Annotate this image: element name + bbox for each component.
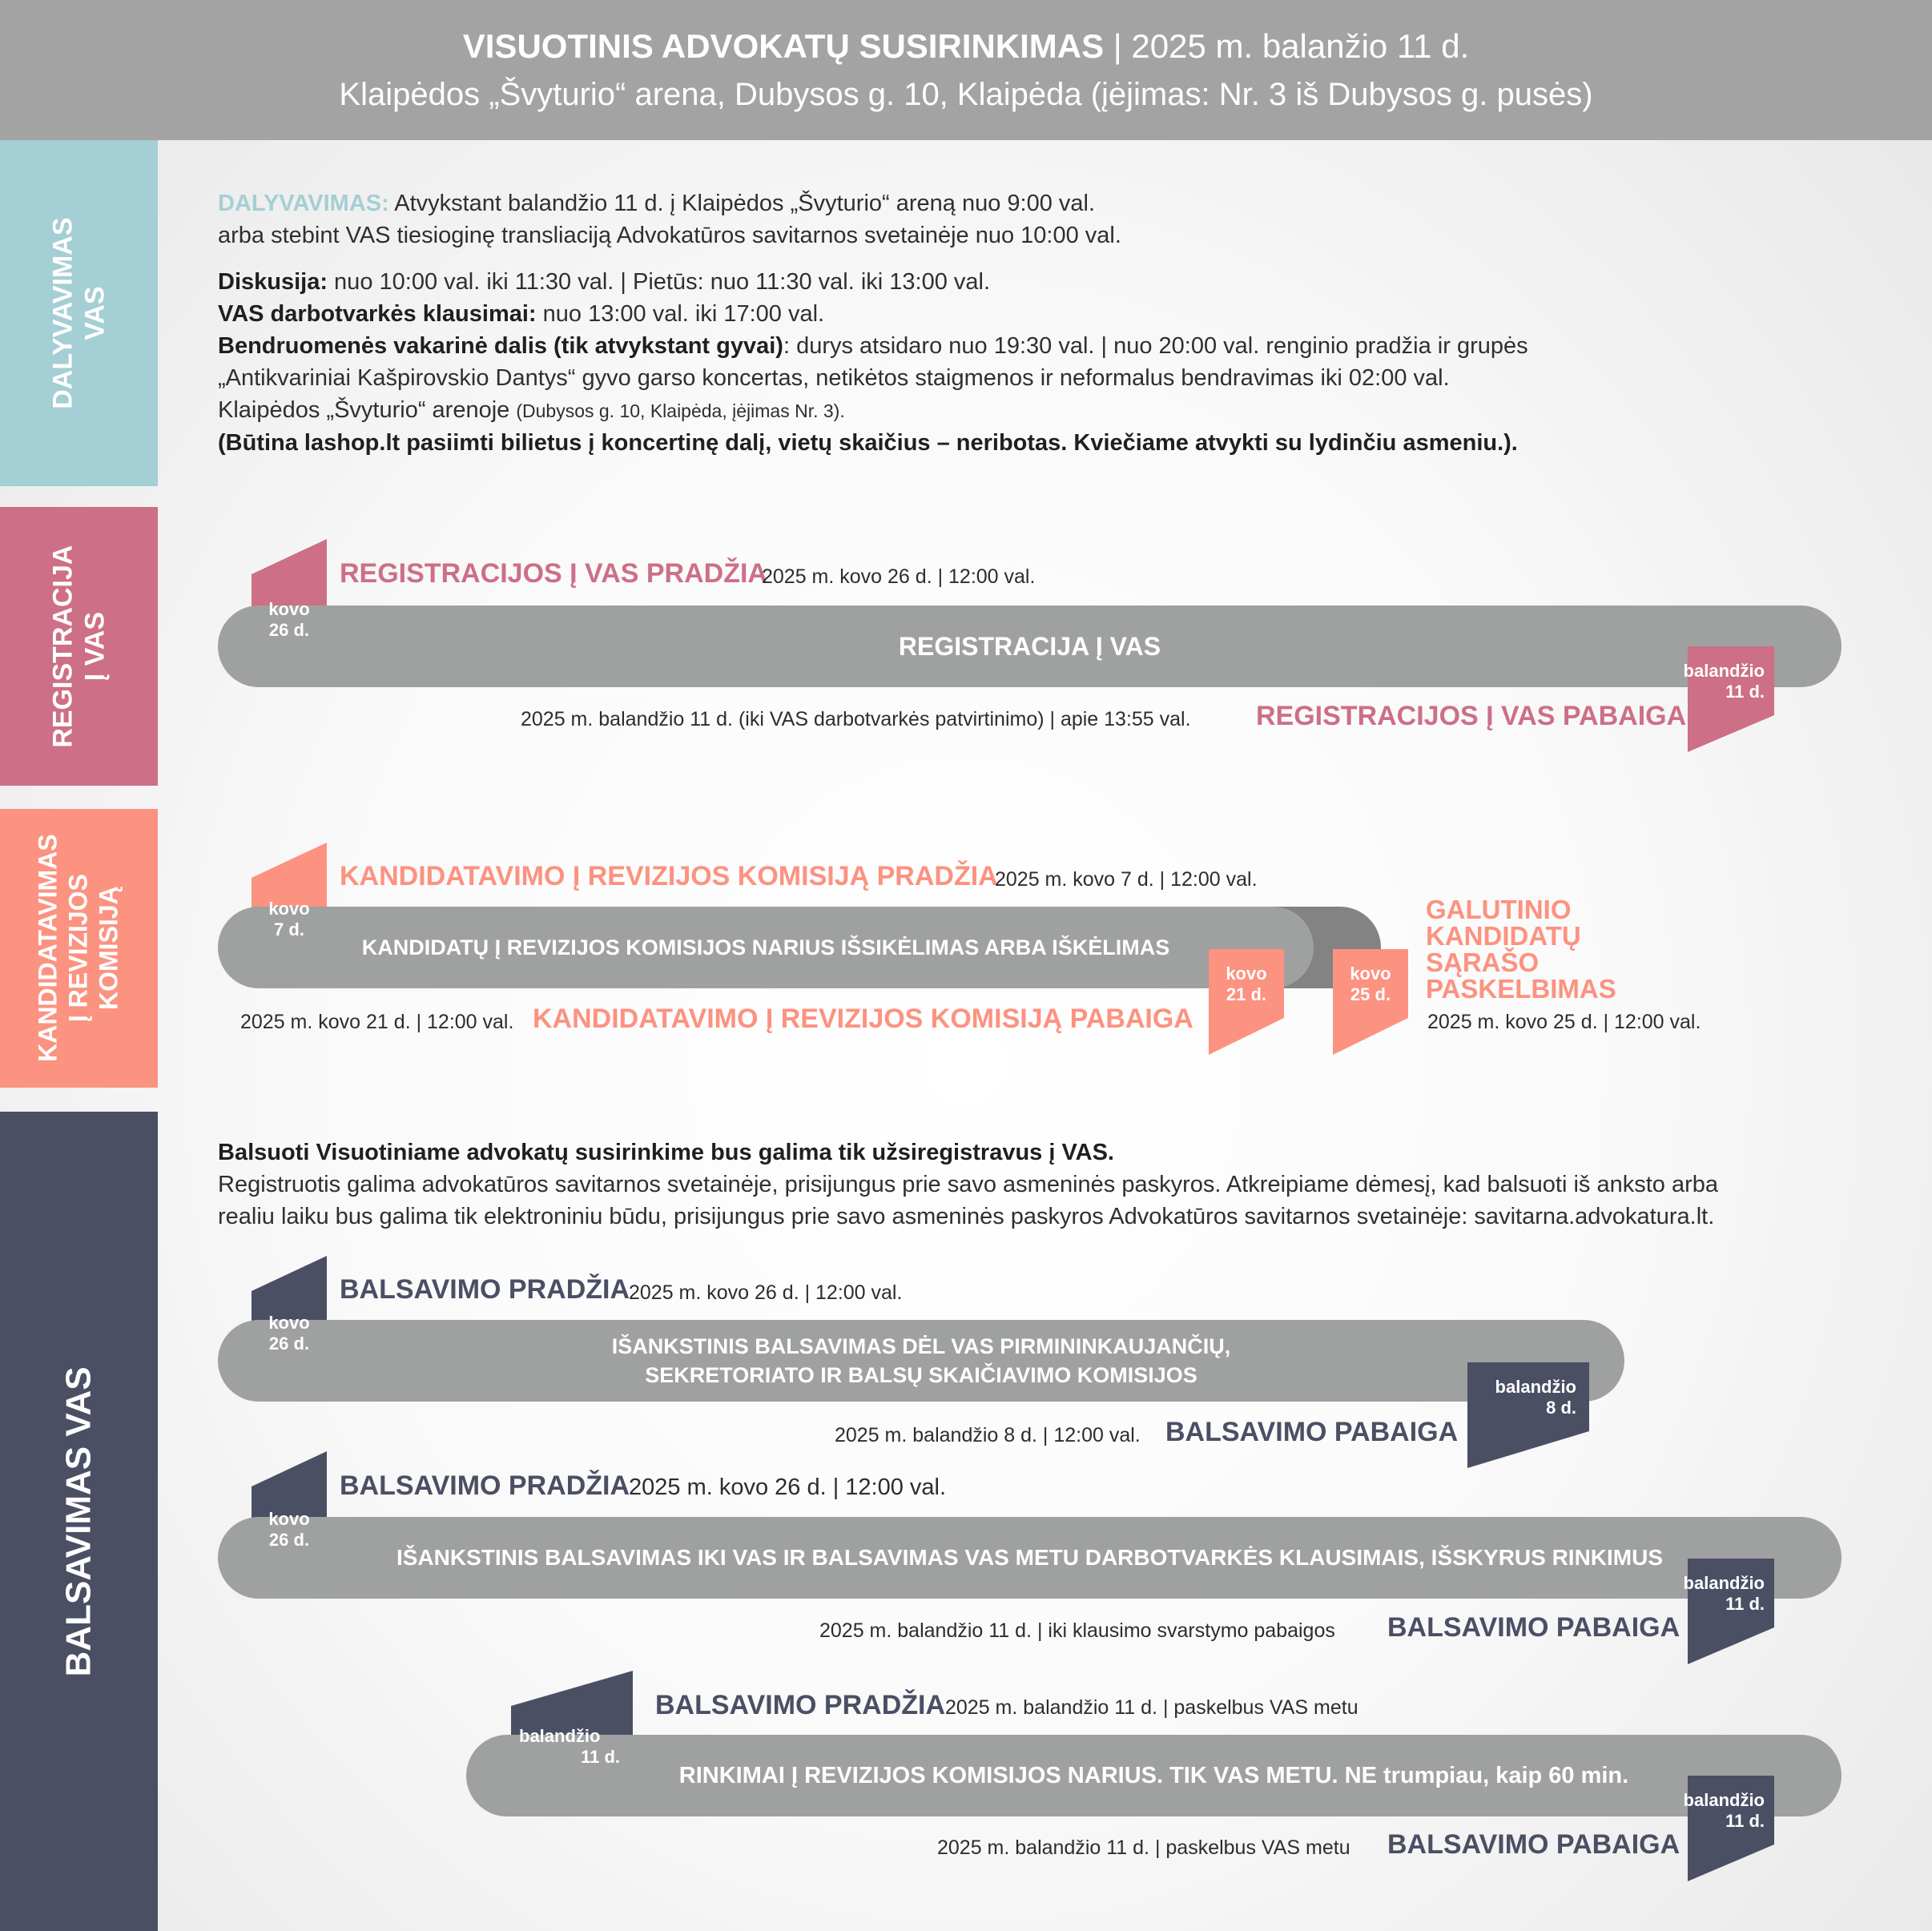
section-label-kandidatavimas: KANDIDATAVIMAS Į REVIZIJOS KOMISIJĄ (33, 834, 123, 1063)
section-tab-balsavimas (0, 1112, 158, 1931)
voting2-bar: IŠANKSTINIS BALSAVIMAS IKI VAS IR BALSAVIMAS VAS METU DARBOTVARKĖS KLAUSIMAIS, IŠSKYRUS RINKIMUS (218, 1517, 1841, 1599)
registration-start-flag-text: kovo 26 d. (268, 599, 310, 640)
candidacy-final-title: GALUTINIO KANDIDATŲ SĄRAŠO PASKELBIMAS (1426, 895, 1616, 1004)
section-tab-dalyvavimas (0, 140, 158, 486)
voting3-start-title: BALSAVIMO PRADŽIA (655, 1690, 946, 1720)
voting2-start-title: BALSAVIMO PRADŽIA (340, 1470, 630, 1501)
section-label-dalyvavimas: DALYVAVIMAS VAS (47, 217, 111, 409)
registration-start-title: REGISTRACIJOS Į VAS PRADŽIA (340, 558, 767, 589)
candidacy-bar: KANDIDATŲ Į REVIZIJOS KOMISIJOS NARIUS IŠSIKĖLIMAS ARBA IŠKĖLIMAS (218, 907, 1314, 988)
voting3-start-flag-text: balandžio 11 d. (519, 1726, 620, 1767)
candidacy-final-flag: kovo 25 d. (1333, 949, 1408, 1055)
ticket-note: (Būtina lashop.lt pasiimti bilietus į koncertinę dalį, vietų skaičius – neribotas. Kviečiame atvykti su lydinčiu asmeniu.). (218, 430, 1518, 456)
voting3-bar: RINKIMAI Į REVIZIJOS KOMISIJOS NARIUS. TIK VAS METU. NE trumpiau, kaip 60 min. (466, 1735, 1841, 1816)
candidacy-end-flag: kovo 21 d. (1209, 949, 1284, 1055)
candidacy-final-date: 2025 m. kovo 25 d. | 12:00 val. (1427, 1011, 1701, 1033)
voting2-end-date: 2025 m. balandžio 11 d. | iki klausimo svarstymo pabaigos (819, 1619, 1335, 1642)
voting1-end-title: BALSAVIMO PABAIGA (1165, 1417, 1459, 1447)
voting2-end-flag: balandžio 11 d. (1688, 1559, 1774, 1664)
voting2-start-date: 2025 m. kovo 26 d. | 12:00 val. (629, 1474, 947, 1500)
header-banner (0, 0, 1932, 140)
candidacy-start-flag-text: kovo 7 d. (268, 899, 310, 939)
participation-block: DALYVAVIMAS: Atvykstant balandžio 11 d. į Klaipėdos „Švyturio“ areną nuo 9:00 val. arba stebint VAS tiesioginę transliaciją Advokatūros savitarnos svetainėje nuo 10:00 val. Diskusija: nuo 10:00 val. iki 11:30 val. | Pietūs: nuo 11:30 val. iki 13:00 val. VAS darbotvarkės klausimai: nuo 13:00 val. iki 17:00 val. Bendruomenės vakarinė dalis (tik atvykstant gyvai): durys atsidaro nuo 19:30 val. | nuo 20:00 val. renginio pradžia ir grupės „Antikvariniai Kašpirovskio Dantys“ gyvo garso koncertas, netikėtos staigmenos ir neformalus bendravimas iki 02:00 val. Klaipėdos „Švyturio“ arenoje (Dubysos g. 10, Klaipėda, įėjimas Nr. 3). (Būtina lashop.lt pasiimti bilietus į koncertinę dalį, vietų skaičius – neribotas. Kviečiame atvykti su lydinčiu asmeniu.). (218, 187, 1900, 459)
registration-bar: REGISTRACIJA Į VAS (218, 605, 1841, 687)
registration-end-date: 2025 m. balandžio 11 d. (iki VAS darbotvarkės patvirtinimo) | apie 13:55 val. (521, 708, 1191, 730)
voting3-start-date: 2025 m. balandžio 11 d. | paskelbus VAS metu (945, 1696, 1358, 1719)
voting1-start-flag-text: kovo 26 d. (268, 1313, 310, 1354)
registration-end-flag: balandžio 11 d. (1688, 646, 1774, 752)
voting3-end-flag: balandžio 11 d. (1688, 1776, 1774, 1881)
candidacy-end-date: 2025 m. kovo 21 d. | 12:00 val. (240, 1011, 514, 1033)
section-label-registracija: REGISTRACIJA Į VAS (47, 545, 111, 748)
voting-intro: Balsuoti Visuotiniame advokatų susirinkime bus galima tik užsiregistravus į VAS. Registruotis galima advokatūros savitarnos svetainėje, prisijungus prie savo asmeninės paskyros. Atkreipiame dėmesį, kad balsuoti iš anksto arba realiu laiku bus galima tik elektroniniu būdu, prisijungus prie savo asmeninės paskyros Advokatūros savitarnos svetainėje: savitarna.advokatura.lt. (218, 1140, 1719, 1229)
voting3-end-date: 2025 m. balandžio 11 d. | paskelbus VAS metu (937, 1836, 1350, 1859)
section-tab-kandidatavimas (0, 809, 158, 1088)
voting1-start-date: 2025 m. kovo 26 d. | 12:00 val. (629, 1281, 903, 1304)
voting3-end-title: BALSAVIMO PABAIGA (1387, 1829, 1680, 1860)
participation-label: DALYVAVIMAS: (218, 191, 389, 216)
registration-start-date: 2025 m. kovo 26 d. | 12:00 val. (762, 565, 1036, 588)
venue-subtitle: Klaipėdos „Švyturio“ arena, Dubysos g. 10, Klaipėda (įėjimas: Nr. 3 iš Dubysos g. pusės) (339, 77, 1593, 112)
section-tab-registracija (0, 507, 158, 786)
page-title: VISUOTINIS ADVOKATŲ SUSIRINKIMAS | 2025 m. balanžio 11 d. (462, 27, 1470, 65)
voting1-end-flag: balandžio 8 d. (1467, 1362, 1589, 1468)
voting2-start-flag-text: kovo 26 d. (268, 1509, 310, 1550)
voting1-bar: IŠANKSTINIS BALSAVIMAS DĖL VAS PIRMININKAUJANČIŲ, SEKRETORIATO IR BALSŲ SKAIČIAVIMO KOMISIJOS (218, 1320, 1624, 1402)
candidacy-end-title: KANDIDATAVIMO Į REVIZIJOS KOMISIJĄ PABAIGA (533, 1004, 1193, 1034)
registration-end-title: REGISTRACIJOS Į VAS PABAIGA (1256, 701, 1687, 731)
voting2-end-title: BALSAVIMO PABAIGA (1387, 1612, 1680, 1643)
voting1-end-date: 2025 m. balandžio 8 d. | 12:00 val. (835, 1424, 1141, 1446)
candidacy-start-date: 2025 m. kovo 7 d. | 12:00 val. (995, 868, 1258, 891)
candidacy-start-title: KANDIDATAVIMO Į REVIZIJOS KOMISIJĄ PRADŽIA (340, 861, 998, 891)
section-label-balsavimas: BALSAVIMAS VAS (58, 1366, 99, 1677)
voting1-start-title: BALSAVIMO PRADŽIA (340, 1274, 630, 1305)
